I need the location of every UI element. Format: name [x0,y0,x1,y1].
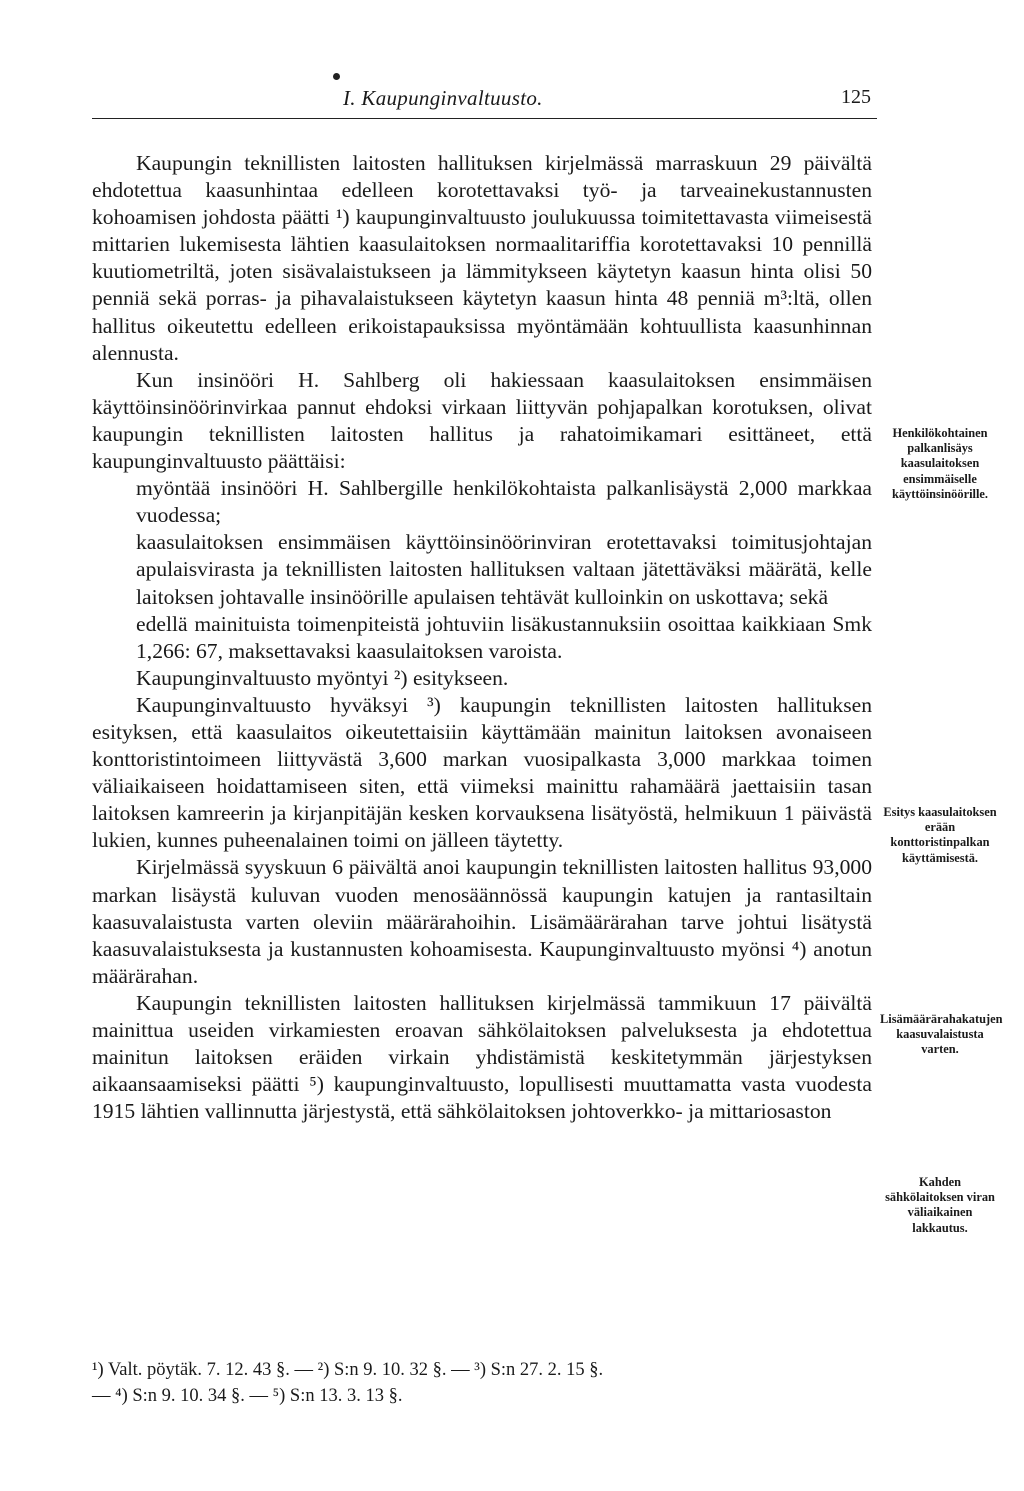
margin-note: Lisämäärärahakatujen kaasuvalaistusta varten. [880,1012,1003,1057]
footnote-line: — ⁴) S:n 9. 10. 34 §. — ⁵) S:n 13. 3. 13 §. [92,1386,403,1406]
margin-note: Henkilökohtainen palkanlisäys kaasulaitoksen ensimmäiselle käyttöinsinöörille. [891,426,989,501]
paragraph: Kirjelmässä syyskuun 6 päivältä anoi kaupungin teknillisten laitosten hallitus 93,000 markan lisäystä kuluvan vuoden menosäännössä kaupungin katujen ja rantasiltain kaasuvalaistusta varten oleviin määrärahoihin. Lisämäärärahan tarve johtui lisätystä kaasuvalaistuksesta ja kustannusten kohoamisesta. Kaupunginvaltuusto myönsi ⁴) anotun määrärahan. [92,855,872,988]
page-number: 125 [841,86,871,108]
paragraph: Kaupungin teknillisten laitosten hallituksen kirjelmässä tammikuun 17 päivältä mainittua useiden virkamiesten eroavan sähkölaitoksen palveluksesta ja ehdotettua mainitun laitoksen eräiden virkain yhdistämistä keskitetymmän järjestyksen aikaansaamiseksi päätti ⁵) kaupunginvaltuusto, lopullisesti muuttamatta vasta vuodesta 1915 lähtien vallinnutta järjestystä, että sähkölaitoksen johtoverkko- ja mittariosaston [92,990,872,1124]
paragraph: edellä mainituista toimenpiteistä johtuviin lisäkustannuksiin osoittaa kaikkiaan Smk 1,266: 67, maksettavaksi kaasulaitoksen varoista. [136,611,872,663]
paragraph: kaasulaitoksen ensimmäisen käyttöinsinöörinviran erotettavaksi toimitusjohtajan apulaisvirasta ja teknillisten laitosten hallituksen valtaan jätettäväksi määrätä, kelle laitoksen johtavalle insinöörille apulaisen tehtävät kulloinkin on uskottava; sekä [136,530,872,609]
margin-note: Esitys kaasulaitoksen erään konttoristinpalkan käyttämisestä. [883,805,997,865]
ink-dot [333,73,340,80]
paragraph: Kun insinööri H. Sahlberg oli hakiessaan kaasulaitoksen ensimmäisen käyttöinsinöörinvirkaa pannut ehdoksi virkaan liittyvän pohjapalkan korotuksen, olivat kaupungin teknillisten laitosten hallitus ja rahatoimikamari esittäneet, että kaupunginvaltuusto päättäisi: [92,367,872,474]
paragraph: Kaupungin teknillisten laitosten hallituksen kirjelmässä marraskuun 29 päivältä ehdotettua kaasunhintaa edelleen korotettavaksi työ- ja tarveainekustannusten kohoamisen johdosta päätti ¹) kaupunginvaltuusto joulukuussa toimitettavasta viimeisestä mittarien lukemisesta lähtien kaasulaitoksen normaalitariffia korotettavaksi 10 pennillä kuutiometriltä, joten sisävalaistukseen ja lämmitykseen käytetyn kaasun hinta olisi 50 penniä sekä porras- ja pihavalaistukseen käytetyn kaasun hinta 48 penniä m³:ltä, ollen hallitus oikeutettu edelleen erikoistapauksissa myöntämään kohtuullista kaasunhinnan alennusta. [92,151,872,365]
paragraph: myöntää insinööri H. Sahlbergille henkilökohtaista palkanlisäystä 2,000 markkaa vuodessa; [136,476,872,528]
page-header [0,86,1024,120]
margin-note: Kahden sähkölaitoksen viran väliaikainen lakkautus. [885,1175,995,1235]
paragraph: Kaupunginvaltuusto myöntyi ²) esitykseen. [136,665,509,690]
paragraph: Kaupunginvaltuusto hyväksyi ³) kaupungin teknillisten laitosten hallituksen esityksen, että kaasulaitos oikeutettaisiin käyttämään mainitun laitoksen avonaiseen konttoristintoimeen liittyvästä 3,600 markan vuosipalkasta 3,000 markkaa toimen väliaikaiseen hoidattamiseen siten, että viimeksi mainittu rahamäärä jaettaisiin tasan laitoksen kamreerin ja kirjanpitäjän kesken korvauksena lisätyöstä, helmikuun 1 päivästä lukien, kunnes puheenalainen toimi on jälleen täytetty. [92,692,872,853]
footnote-line: ¹) Valt. pöytäk. 7. 12. 43 §. — ²) S:n 9. 10. 32 §. — ³) S:n 27. 2. 15 §. [92,1360,604,1380]
body-text [92,150,872,1125]
footnotes [92,1357,892,1409]
running-title: I. Kaupunginvaltuusto. [343,86,543,110]
header-rule [92,118,877,119]
